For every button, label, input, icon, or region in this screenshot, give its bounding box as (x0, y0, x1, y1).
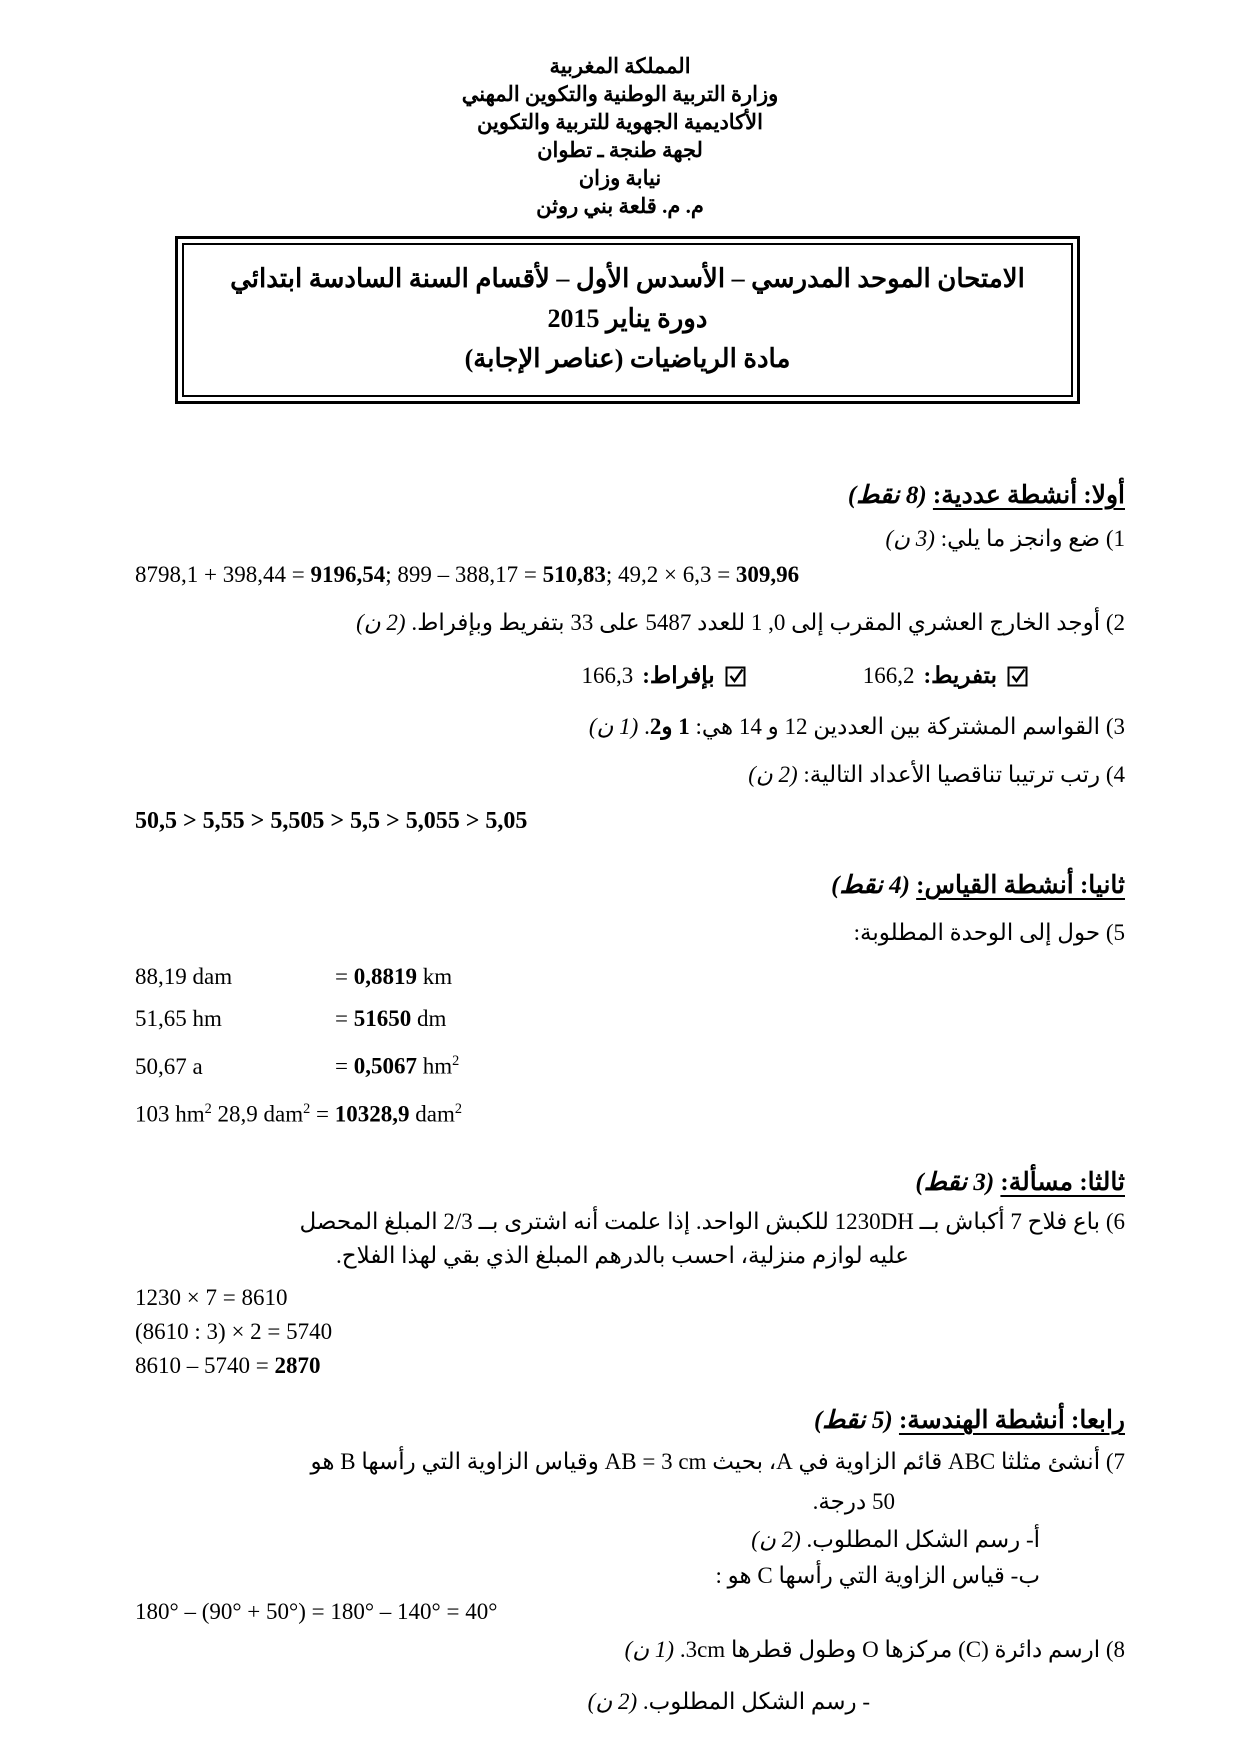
question-6-calc-3-answer: 2870 (274, 1353, 321, 1379)
question-3 (120, 710, 1125, 744)
conversion-1-value: 0,8819 (353, 964, 417, 989)
question-4 (120, 758, 1125, 792)
question-8 (120, 1633, 1125, 1667)
conversion-3-unit: hm (416, 1053, 453, 1079)
conversion-4-unit: dam (409, 1101, 455, 1127)
question-6-calc-1: 1230 × 7 = 8610 (135, 1285, 288, 1311)
question-6-line1: 6) باع فلاح 7 أكباش بــ 1230DH للكبش الواحد. إذا علمت أنه اشترى بــ 2/3 المبلغ المحصل (299, 1209, 1125, 1235)
question-4-text: 4) رتب ترتيبا تناقصيا الأعداد التالية: (803, 762, 1125, 787)
question-8-text: 8) ارسم دائرة (C) مركزها O وطول قطرها 3cm. (674, 1637, 1125, 1663)
section1-title: أولا: أنشطة عددية: (932, 482, 1125, 509)
question-1-points: (3 ن) (885, 526, 935, 551)
question-6-line2: عليه لوازم منزلية، احسب بالدرهم المبلغ الذي بقي لهذا الفلاح. (336, 1243, 909, 1269)
question-1 (120, 522, 1125, 556)
section2-title: ثانيا: أنشطة القياس: (916, 872, 1125, 899)
checked-checkbox-icon (1006, 664, 1030, 688)
question-8-sub (120, 1685, 870, 1719)
section4-points: (5 نقط) (813, 1407, 893, 1435)
checked-checkbox-icon (724, 664, 748, 688)
question-2 (120, 606, 1125, 640)
conversion-2-equals: = (335, 1006, 354, 1031)
section1-heading (120, 478, 1125, 514)
section3-title: ثالثا: مسألة: (1000, 1169, 1125, 1197)
calc-answer-2: 510,83 (542, 562, 606, 587)
question-4-answer: 50,5 > 5,55 > 5,505 > 5,5 > 5,055 > 5,05 (135, 808, 528, 834)
header-school: م. م. قلعة بني روثن (536, 194, 704, 218)
exam-title-box (175, 236, 1080, 404)
question-8-points: (1 ن) (624, 1637, 675, 1663)
question-7-line2: 50 درجة. (812, 1489, 895, 1515)
question-3-suffix: . (638, 714, 650, 739)
section2-heading (120, 868, 1125, 904)
conversion-2-unit: dm (411, 1006, 447, 1031)
question-4-points: (2 ن) (748, 762, 798, 787)
excess-label: بإفراط: (642, 663, 715, 688)
conversion-2-from: 51,65 hm (135, 1006, 222, 1031)
question-3-answer: 1 و2 (649, 714, 690, 739)
question-7b: ب- قياس الزاوية التي رأسها C هو : (715, 1563, 1040, 1589)
question-8-sub-points: (2 ن) (587, 1689, 638, 1715)
question-7a-points: (2 ن) (751, 1527, 801, 1553)
question-8-sub-text: - رسم الشكل المطلوب. (637, 1689, 870, 1715)
section4-heading (120, 1403, 1125, 1439)
question-6-calc-2: (8610 : 3) × 2 = 5740 (135, 1319, 333, 1345)
answer-by-defect (863, 658, 1030, 694)
exam-title-box-inner (182, 243, 1073, 397)
header-kingdom: المملكة المغربية (549, 54, 691, 78)
question-2-text: 2) أوجد الخارج العشري المقرب إلى 0, 1 للعدد 5487 على 33 بتفريط وبإفراط. (411, 610, 1125, 635)
exam-title: الامتحان الموحد المدرسي – الأسدس الأول – لأقسام السنة السادسة ابتدائي (230, 264, 1025, 293)
conversion-row-2 (135, 1002, 1125, 1036)
question-1-text: 1) ضع وانجز ما يلي: (940, 526, 1125, 551)
conversion-4-equals: = (310, 1101, 335, 1127)
question-7-line1: 7) أنشئ مثلثا ABC قائم الزاوية في A، بحيث AB = 3 cm وقياس الزاوية التي رأسها B هو (310, 1449, 1125, 1475)
calc-answer-1: 9196,54 (310, 562, 386, 587)
answer-by-excess (582, 658, 748, 694)
question-7b-answer: 180° – (90° + 50°) = 180° – 140° = 40° (135, 1599, 498, 1625)
question-1-answer (135, 558, 1125, 592)
calc-op-2: ; 899 – 388,17 = (385, 562, 543, 587)
section2-points: (4 نقط) (831, 872, 910, 899)
conversion-4-from-a-sup: 2 (204, 1100, 212, 1117)
defect-label: بتفريط: (923, 663, 997, 688)
conversion-4-unit-sup: 2 (454, 1100, 462, 1117)
conversion-4-from-b-sup: 2 (303, 1100, 311, 1117)
question-3-text: 3) القواسم المشتركة بين العددين 12 و 14 هي: (689, 714, 1125, 739)
question-6-calc-3-op: 8610 – 5740 = (135, 1353, 275, 1379)
conversion-2-value: 51650 (353, 1006, 412, 1031)
exam-body (120, 478, 1125, 1719)
conversion-4-value: 10328,9 (334, 1101, 410, 1127)
conversion-1-equals: = (335, 964, 354, 989)
conversion-3-from: 50,67 a (135, 1053, 203, 1079)
conversion-4-from-b: 28,9 dam (211, 1101, 304, 1127)
conversion-row-3 (135, 1044, 1125, 1084)
conversion-row-4 (135, 1092, 1125, 1132)
section3-heading (120, 1165, 1125, 1201)
question-2-answer (120, 658, 1125, 694)
question-6-calc-3 (135, 1349, 1125, 1383)
question-7a-text: أ- رسم الشكل المطلوب. (800, 1527, 1040, 1553)
header-ministry: وزارة التربية الوطنية والتكوين المهني (461, 82, 779, 106)
excess-value: 166,3 (581, 663, 634, 688)
conversion-1-from: 88,19 dam (135, 964, 233, 989)
header-delegation: نيابة وزان (578, 166, 662, 190)
conversion-3-equals: = (335, 1053, 354, 1079)
conversion-3-value: 0,5067 (353, 1053, 417, 1079)
government-header (0, 52, 1240, 220)
conversion-1-unit: km (416, 964, 453, 989)
section4-title: رابعا: أنشطة الهندسة: (898, 1407, 1125, 1435)
section1-points: (8 نقط) (847, 482, 927, 509)
question-2-points: (2 ن) (356, 610, 406, 635)
question-7a (120, 1523, 1040, 1557)
header-academy: الأكاديمية الجهوية للتربية والتكوين (476, 110, 763, 134)
question-5: 5) حول إلى الوحدة المطلوبة: (853, 920, 1125, 945)
calc-answer-3: 309,96 (735, 562, 800, 587)
section3-points: (3 نقط) (915, 1169, 995, 1197)
conversion-3-unit-sup: 2 (452, 1053, 460, 1069)
calc-op-1: 8798,1 + 398,44 = (135, 562, 311, 587)
header-region: لجهة طنجة ـ تطوان (537, 138, 703, 162)
exam-session: دورة يناير 2015 (547, 304, 708, 333)
conversion-row-1 (135, 960, 1125, 994)
conversion-4-from-a: 103 hm (135, 1101, 205, 1127)
calc-op-3: ; 49,2 × 6,3 = (605, 562, 736, 587)
question-3-points: (1 ن) (588, 714, 639, 739)
defect-value: 166,2 (862, 663, 915, 688)
exam-subject: مادة الرياضيات (عناصر الإجابة) (464, 344, 791, 373)
